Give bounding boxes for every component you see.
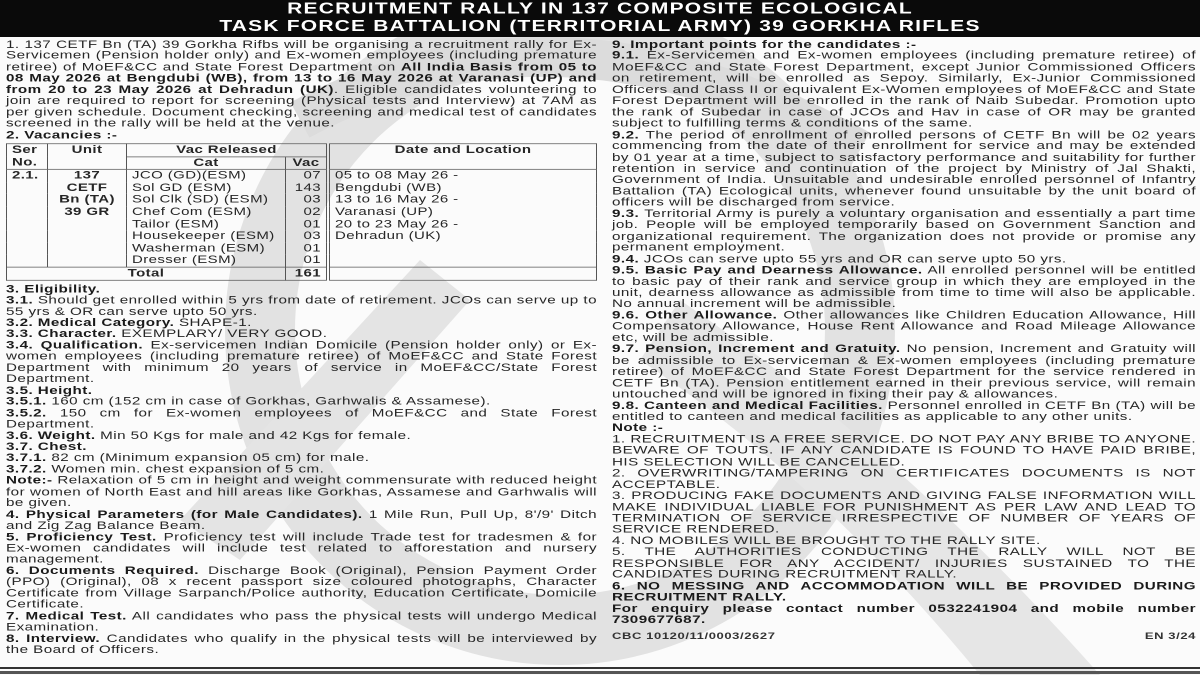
paragraph-text: Proficiency test will include Trade test for tradesmen & for Ex-women candidates will include test related to afforestation and nursery management. [6, 530, 597, 566]
paragraph-text: Should get enrolled within 5 yrs from date of retirement. JCOs can serve up to 55 yrs & OR can serve upto 50 yrs. [6, 293, 597, 318]
paragraph-heading: 3.5. Height. [6, 384, 93, 397]
paragraph-text: Territorial Army is purely a voluntary organisation and essentially a part time job. People will be employed temporarily based on Government Sanction and organizational requirement. The organization does not provide or promise any permanent employment. [612, 207, 1196, 254]
paragraph-text: Ex-servicemen Indian Domicile (Pension holder only) or Ex-women employees (including premature retiree) of MoEF&CC and State Forest Department with minimum 20 years of service in MoEF&CC/State Forest Department. [6, 338, 597, 386]
important-points-section [612, 39, 1196, 626]
paragraph-heading: 9.4. [612, 252, 640, 266]
category-cell: Washerman (ESM) [127, 243, 286, 255]
point-paragraph [612, 129, 1196, 208]
paragraph-heading: All India Basis from 05 to 08 May 2026 at Bengdubi (WB), from 13 to 16 May 2026 at Varanasi (UP) and from 20 to 23 May 2026 at Dehradun (UK) [6, 60, 597, 96]
paragraph-heading: 4. Physical Parameters (for Male Candidates). [6, 508, 363, 521]
paragraph-heading: For enquiry please contact number 0532241904 and mobile number 7309677687. [612, 602, 1196, 626]
paragraph-text: EXEMPLARY/ VERY GOOD. [116, 327, 328, 341]
advert-footer [612, 630, 1196, 641]
paragraph-text: All candidates who pass the physical tests will undergo Medical Examination. [6, 609, 597, 634]
category-cell: Sol Clk (SD) (ESM) [127, 194, 286, 206]
vacancy-count-cell: 02 [286, 206, 329, 218]
bottom-border [0, 667, 1200, 669]
paragraph-text: . Eligible candidates volunteering to join are required to report for screening (Physical tests and Interview) at 7AM as per given schedule. Document checking, screening and medical test of candidates screened in the rally will be held at the venue. [6, 83, 597, 130]
category-cell: Sol GD (ESM) [127, 182, 286, 194]
point-paragraph [612, 580, 1196, 603]
intro-paragraph [6, 129, 597, 140]
point-paragraph [612, 468, 1196, 491]
date-location-cell [328, 255, 597, 267]
paragraph-heading: 6. Documents Required. [6, 564, 199, 577]
paragraph-heading: 9.2. [612, 128, 640, 141]
paragraph-text: The period of enrollment of enrolled persons of CETF Bn will be 02 years commencing from the date of their enrollment for service and may be extended by 01 year at a time, subject to satisfactory performance and suitability for further retention in service and continuation of the project by Ministry of Jal Shakti, Government of India. Unsuitable and undesirable enrolled personnel of Infantry Battalion (TA) Ecological units, whenever found unsuitable by the unit board of officers will be discharged from service. [612, 128, 1196, 209]
header-cat: Cat [127, 157, 286, 170]
paragraph-text: Min 50 Kgs for male and 42 Kgs for female. [95, 429, 412, 442]
paragraph-heading: 9. Important points for the candidates :- [612, 38, 917, 51]
date-location-cell: Dehradun (UK) [328, 230, 597, 242]
vacancy-count-cell: 143 [286, 182, 329, 194]
unit-line: 39 GR [64, 205, 110, 218]
vacancy-count-cell: 01 [286, 243, 329, 255]
paragraph-heading: Note:- [6, 474, 53, 487]
category-cell: JCO (GD)(ESM) [127, 169, 286, 181]
paragraph-text: 160 cm (152 cm in case of Gorkhas, Garhwalis & Assamese). [46, 395, 491, 408]
point-paragraph [612, 603, 1196, 626]
date-location-cell: 20 to 23 May 26 - [328, 218, 597, 230]
paragraph-heading: 3.5.2. [6, 406, 47, 420]
paragraph-heading: 9.6. Other Allowance. [612, 309, 778, 322]
paragraph-heading: 3.7.1. [6, 451, 47, 465]
paragraph-text: SHAPE-1. [174, 316, 252, 329]
empty-cell [328, 267, 597, 280]
advert-title-banner [0, 0, 1200, 37]
paragraph-heading: 9.5. Basic Pay and Dearness Allowance. [612, 263, 923, 277]
category-cell: Housekeeper (ESM) [127, 230, 286, 242]
intro-paragraph [6, 39, 597, 129]
ser-no-cell: 2.1. [7, 169, 48, 267]
paragraph-heading: 7. Medical Test. [6, 609, 127, 623]
paragraph-heading: 2. Vacancies :- [6, 128, 118, 141]
date-location-cell: 05 to 08 May 26 - [328, 169, 597, 181]
header-date-location: Date and Location [328, 144, 597, 170]
paragraph-heading: 3.7. Chest. [6, 440, 87, 453]
paragraph-heading: 3.4. Qualification. [6, 338, 144, 352]
paragraph-heading: 3.2. Medical Category. [6, 316, 175, 329]
paragraph-heading: 3.7.2. [6, 463, 47, 476]
point-paragraph [612, 265, 1196, 310]
edition-code: EN 3/24 [1144, 629, 1196, 641]
date-location-cell: 13 to 16 May 26 - [328, 194, 597, 206]
category-cell: Dresser (ESM) [127, 255, 286, 267]
total-row [7, 267, 597, 280]
total-label: Total [7, 267, 286, 280]
bottom-border-outer [0, 671, 1200, 674]
left-column [6, 39, 597, 656]
point-paragraph [612, 490, 1196, 535]
paragraph-text: JCOs can serve upto 55 yrs and OR can serve upto 50 yrs. [639, 252, 1067, 266]
header-ser-no: Ser No. [7, 144, 48, 170]
header-vac: Vac [286, 157, 329, 170]
paragraph-text: Discharge Book (Original), Pension Payment Order (PPO) (Original), 08 x recent passport size coloured photographs, Character Certificate from Village Sarpanch/Police authority, Education Certificate, Domicile Certificate. [6, 564, 598, 611]
paragraph-heading: 3.5.1. [6, 395, 47, 408]
total-value: 161 [286, 267, 329, 280]
paragraph-text: Other allowances like Children Education Allowance, Hill Compensatory Allowance, House Rent Allowance and Road Mileage Allowance etc, will be admissible. [612, 309, 1196, 344]
unit-line: Bn (TA) [59, 193, 115, 206]
paragraph-heading: 9.8. Canteen and Medical Facilities. [612, 399, 883, 412]
paragraph-text: 82 cm (Minimum expansion 05 cm) for male. [46, 451, 370, 465]
point-paragraph [612, 208, 1196, 253]
date-location-cell [328, 243, 597, 255]
unit-line: 137 [73, 169, 101, 182]
eligibility-paragraph [6, 565, 597, 610]
category-cell: Chef Com (ESM) [127, 206, 286, 218]
eligibility-paragraph [6, 475, 597, 509]
header-unit: Unit [48, 144, 127, 170]
paragraph-text: 1. RECRUITMENT IS A FREE SERVICE. DO NOT PAY ANY BRIBE TO ANYONE. BEWARE OF TOUTS. IF ANY CANDIDATE IS FOUND TO HAVE PAID BRIBE, HIS SELECTION WILL BE CANCELLED. [612, 433, 1196, 469]
vacancy-count-cell: 03 [286, 194, 329, 206]
title-line-1: RECRUITMENT RALLY IN 137 COMPOSITE ECOLOGICAL [287, 0, 913, 18]
eligibility-paragraph [6, 407, 597, 430]
paragraph-text: 4. NO MOBILES WILL BE BROUGHT TO THE RALLY SITE. [612, 534, 1041, 548]
paragraph-heading: 3.6. Weight. [6, 429, 96, 442]
paragraph-text: Ex-Servicemen and Ex-women employees (including premature retiree) of MoEF&CC and State Forest Department, except Junior Commissioned Officers on retirement, will be enrolled as Sepoy. Similarly, Ex-Junior Commissioned Officers and Class II or equivalent Ex-Women employees of MoEF&CC and State Forest Department will be enrolled in the rank of Naib Subedar. Promotion upto the rank of Subedar in case of JCOs and Hav in case of OR may be granted subject to fulfilling terms & conditions of the same. [612, 49, 1196, 130]
paragraph-heading: 9.1. [612, 49, 640, 62]
paragraph-heading: 8. Interview. [6, 632, 101, 645]
paragraph-heading: 5. Proficiency Test. [6, 530, 157, 544]
cbc-code: CBC 10120/11/0003/2627 [612, 629, 776, 641]
vacancy-count-cell: 03 [286, 230, 329, 242]
point-paragraph [612, 344, 1196, 400]
paragraph-heading: 9.7. Pension, Increment and Gratuity. [612, 342, 901, 356]
eligibility-paragraph [6, 509, 597, 532]
paragraph-text: No pension, Increment and Gratuity will be admissible to Ex-serviceman & Ex-women employees (including premature retiree) of MoEF&CC and State Forest Department for the service rendered in CETF Bn (TA). Pension entitlement earned in their previous service, will remain untouched and will be ignored in fixing their pay & allowances. [612, 342, 1196, 401]
eligibility-paragraph [6, 610, 597, 633]
paragraph-heading: 9.3. [612, 207, 640, 220]
vacancy-row [7, 169, 597, 181]
point-paragraph [612, 400, 1196, 423]
paragraph-text: 2. OVERWRITING/TAMPERING ON CERTIFICATES DOCUMENTS IS NOT ACCEPTABLE. [612, 466, 1196, 491]
eligibility-paragraph [6, 633, 597, 656]
paragraph-text: Women min. chest expansion of 5 cm. [46, 463, 325, 476]
eligibility-paragraph [6, 295, 597, 318]
paragraph-heading: 3.1. [6, 293, 34, 307]
vacancy-count-cell: 01 [286, 218, 329, 230]
date-location-cell: Varanasi (UP) [328, 206, 597, 218]
category-cell: Tailor (ESM) [127, 218, 286, 230]
paragraph-text: 5. THE AUTHORITIES CONDUCTING THE RALLY WILL NOT BE RESPONSIBLE FOR ANY ACCIDENT/ INJURIES SUSTAINED TO THE CANDIDATES DURING RECRUITMENT RALLY. [612, 545, 1196, 581]
vacancy-count-cell: 07 [286, 169, 329, 181]
unit-line: CETF [66, 181, 108, 194]
paragraph-text: Relaxation of 5 cm in height and weight commensurate with reduced height for women of North East and hill areas like Gorkhas, Assamese and Garhwalis will be given. [6, 474, 597, 510]
vacancies-table [6, 143, 597, 280]
paragraph-text: 1 Mile Run, Pull Up, 8'/9' Ditch and Zig Zag Balance Beam. [6, 508, 598, 532]
paragraph-text: 150 cm for Ex-women employees of MoEF&CC and State Forest Department. [6, 406, 597, 431]
point-paragraph [612, 434, 1196, 468]
paragraph-text: 3. PRODUCING FAKE DOCUMENTS AND GIVING FALSE INFORMATION WILL MAKE INDIVIDUAL LIABLE FOR PUNISHMENT AS PER LAW AND LEAD TO TERMINATION OF SERVICE IRRESPECTIVE OF NUMBER OF YEARS OF SERVICE RENDERED. [612, 489, 1196, 536]
title-line-2: TASK FORCE BATTALION (TERRITORIAL ARMY) 39 GORKHA RIFLES [219, 17, 981, 35]
header-vac-released: Vac Released [127, 144, 329, 157]
eligibility-section [6, 283, 597, 655]
point-paragraph [612, 310, 1196, 344]
point-paragraph [612, 50, 1196, 129]
paragraph-text: Candidates who qualify in the physical tests will be interviewed by the Board of Officers. [6, 632, 597, 656]
point-paragraph [612, 547, 1196, 581]
eligibility-paragraph [6, 531, 597, 565]
paragraph-text: Personnel enrolled in CETF Bn (TA) will be entitled to canteen and medical facilities as applicable to any other units. [612, 399, 1196, 423]
intro-section [6, 39, 597, 141]
paragraph-text: All enrolled personnel will be entitled to basic pay of their rank and service group in which they are employed in the unit, dearness allowance as admissible from time to time will also be applicable. No annual increment will be admissible. [612, 263, 1196, 311]
date-location-cell: Bengdubi (WB) [328, 182, 597, 194]
paragraph-heading: 3.3. Character. [6, 327, 117, 341]
paragraph-heading: 3. Eligibility. [6, 282, 101, 295]
eligibility-paragraph [6, 340, 597, 385]
unit-cell [48, 169, 127, 267]
right-column [612, 39, 1196, 641]
paragraph-text: 1. 137 CETF Bn (TA) 39 Gorkha Rifbs will be organising a recruitment rally for Ex-Servicemen (Pension holder only) and Ex-women employees (including premature retiree) of MoEF&CC and State Forest Department on [6, 38, 597, 74]
vacancy-count-cell: 01 [286, 255, 329, 267]
paragraph-heading: 6. NO MESSING AND ACCOMMODATION WILL BE PROVIDED DURING RECRUITMENT RALLY. [612, 579, 1196, 604]
paragraph-heading: Note :- [612, 421, 664, 435]
eligibility-paragraph [6, 430, 597, 441]
